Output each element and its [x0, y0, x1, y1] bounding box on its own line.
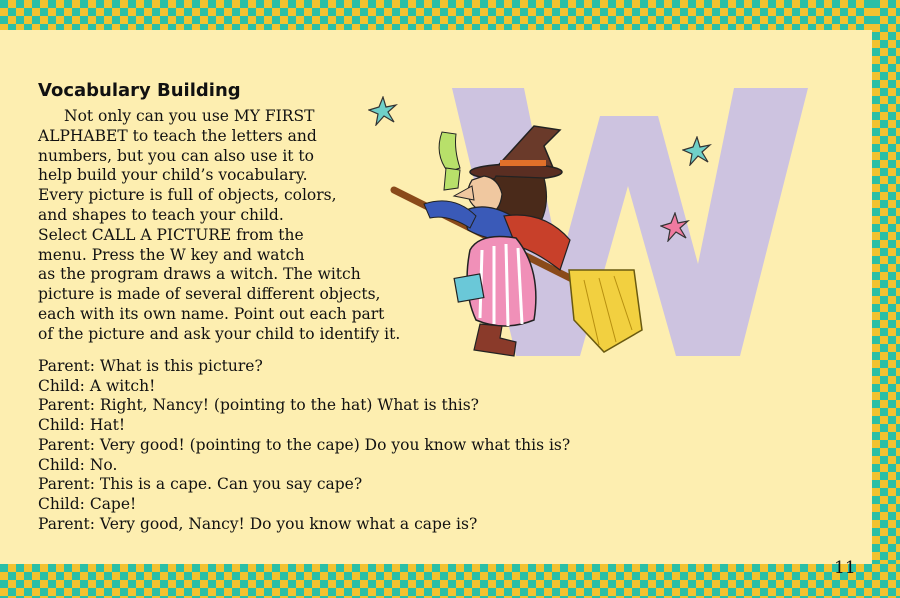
- dialog-line: Parent: This is a cape. Can you say cape?: [38, 475, 363, 494]
- dialog-line: Child: Hat!: [38, 416, 126, 435]
- dialog-line: Parent: Right, Nancy! (pointing to the hat) What is this?: [38, 396, 479, 415]
- paragraph-line: Select CALL A PICTURE from the: [38, 225, 304, 244]
- dialog-line: Parent: Very good! (pointing to the cape) Do you know what this is?: [38, 435, 571, 454]
- checker-border-bottom: [0, 564, 900, 598]
- paragraph-line: of the picture and ask your child to identify it.: [38, 324, 401, 343]
- paragraph-line: each with its own name. Point out each part: [38, 304, 385, 323]
- star-icon: [660, 212, 690, 242]
- page-number: 11: [834, 558, 856, 578]
- example-dialog: [38, 357, 678, 534]
- checker-border-right: [872, 0, 900, 598]
- paragraph-line: Every picture is full of objects, colors,: [38, 186, 337, 205]
- dialog-line: Parent: Very good, Nancy! Do you know what a cape is?: [38, 514, 478, 533]
- paragraph-line: picture is made of several different objects,: [38, 285, 381, 304]
- section-heading: Vocabulary Building: [38, 80, 241, 101]
- manual-page: [0, 30, 872, 578]
- paragraph-line: and shapes to teach your child.: [38, 205, 284, 224]
- intro-paragraph: [38, 107, 438, 345]
- paragraph-line: Not only can you use MY FIRST: [64, 107, 315, 125]
- paragraph-line: menu. Press the W key and watch: [38, 245, 305, 264]
- dialog-line: Child: A witch!: [38, 376, 156, 395]
- dialog-line: Parent: What is this picture?: [38, 357, 263, 375]
- dialog-line: Child: Cape!: [38, 494, 137, 513]
- dialog-line: Child: No.: [38, 455, 118, 474]
- paragraph-line: help build your child’s vocabulary.: [38, 166, 308, 185]
- star-icon: [682, 136, 712, 166]
- paragraph-line: ALPHABET to teach the letters and: [38, 126, 317, 145]
- paragraph-line: as the program draws a witch. The witch: [38, 265, 361, 284]
- paragraph-line: numbers, but you can also use it to: [38, 146, 314, 165]
- checker-border-top: [0, 0, 900, 30]
